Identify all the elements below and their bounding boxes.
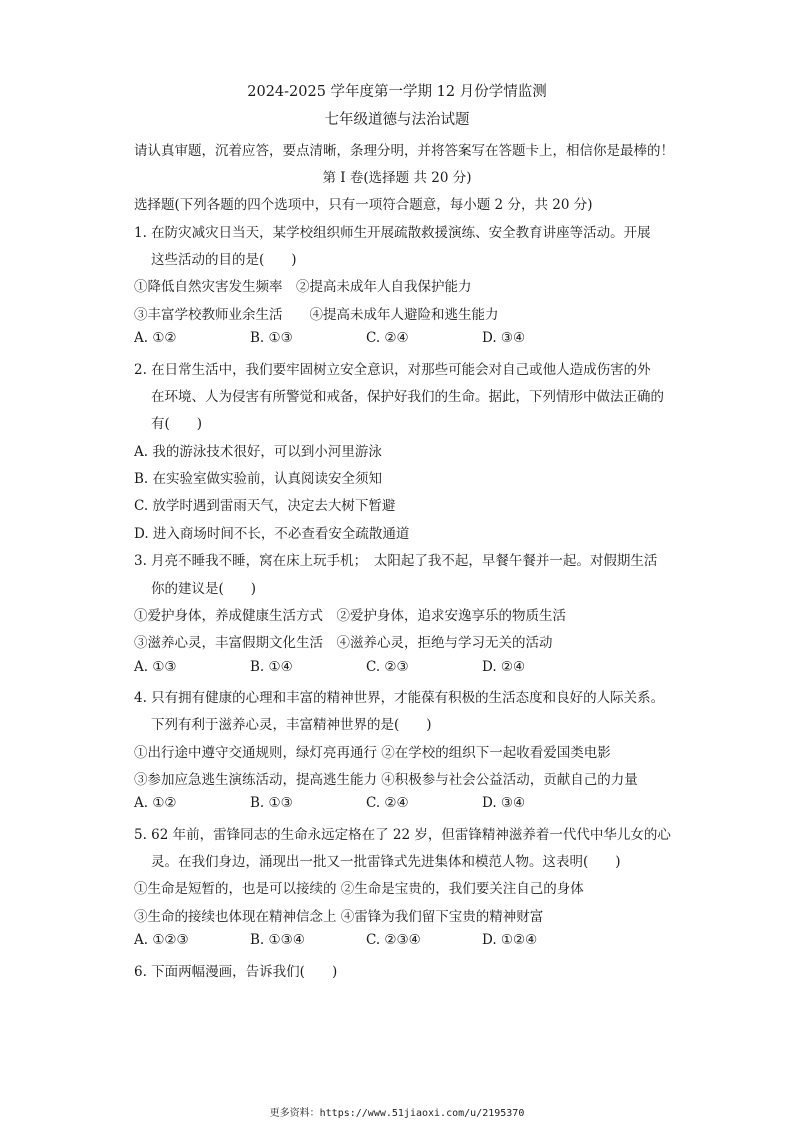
option-b: B. ①④ <box>250 659 293 675</box>
question-2-stem-line-1: 2. 在日常生活中，我们要牢固树立安全意识，对那些可能会对自己或他人造成伤害的外 <box>134 362 651 378</box>
question-4-options <box>134 795 598 811</box>
section-heading: 第 I 卷(选择题 共 20 分) <box>322 170 472 186</box>
option-d: D. ③④ <box>482 795 526 811</box>
question-2-stem-line-2: 在环境、人为侵害有所警觉和戒备，保护好我们的生命。据此，下列情形中做法正确的 <box>151 389 664 405</box>
option-a: A. ①② <box>134 795 177 811</box>
question-3-stem-line-1: 3. 月亮不睡我不睡，窝在床上玩手机； 太阳起了我不起，早餐午餐并一起。对假期生活 <box>134 553 658 569</box>
option-c: C. ②④ <box>366 330 409 346</box>
question-5-stem-line-2: 灵。在我们身边，涌现出一批又一批雷锋式先进集体和模范人物。这表明( ) <box>151 854 621 870</box>
exam-subtitle: 七年级道德与法治试题 <box>324 112 470 128</box>
option-a: A. ①② <box>134 330 177 346</box>
question-1-item-1: ①降低自然灾害发生频率 ②提高未成年人自我保护能力 <box>134 279 472 295</box>
question-3-options <box>134 659 598 675</box>
question-2-option-d: D. 进入商场时间不长，不必查看安全疏散通道 <box>134 526 410 542</box>
option-a: A. ①③ <box>134 659 177 675</box>
question-4-item-1: ①出行途中遵守交通规则，绿灯亮再通行 ②在学校的组织下一起收看爱国类电影 <box>134 745 611 761</box>
question-1-item-2: ③丰富学校教师业余生活 ④提高未成年人避险和逃生能力 <box>134 307 499 323</box>
question-5-options <box>134 932 598 948</box>
question-6-stem: 6. 下面两幅漫画，告诉我们( ) <box>134 964 338 980</box>
option-c: C. ②④ <box>366 795 409 811</box>
option-d: D. ②④ <box>482 659 526 675</box>
question-4-stem-line-1: 4. 只有拥有健康的心理和丰富的精神世界，才能葆有积极的生活态度和良好的人际关系。 <box>134 690 665 706</box>
instruction: 请认真审题，沉着应答，要点清晰，条理分明，并将答案写在答题卡上，相信你是最棒的！ <box>134 143 674 159</box>
question-2-stem-line-3: 有( ) <box>151 416 203 432</box>
option-b: B. ①③ <box>250 330 293 346</box>
question-2-option-b: B. 在实验室做实验前，认真阅读安全须知 <box>134 471 383 487</box>
question-3-item-2: ③滋养心灵，丰富假期文化生活 ④滋养心灵，拒绝与学习无关的活动 <box>134 635 553 651</box>
question-2-option-c: C. 放学时遇到雷雨天气，决定去大树下暂避 <box>134 498 396 514</box>
footer-link[interactable]: 更多资料：https://www.51jiaoxi.com/u/2195370 <box>269 1108 525 1119</box>
section-description: 选择题(下列各题的四个选项中，只有一项符合题意，每小题 2 分，共 20 分) <box>134 197 593 213</box>
option-d: D. ①②④ <box>482 932 538 948</box>
question-1-options <box>134 330 598 346</box>
question-3-stem-line-2: 你的建议是( ) <box>151 581 257 597</box>
question-2-option-a: A. 我的游泳技术很好，可以到小河里游泳 <box>134 444 382 460</box>
exam-title: 2024-2025 学年度第一学期 12 月份学情监测 <box>247 84 547 100</box>
question-5-item-1: ①生命是短暂的，也是可以接续的 ②生命是宝贵的，我们要关注自己的身体 <box>134 881 584 897</box>
question-4-item-2: ③参加应急逃生演练活动，提高逃生能力 ④积极参与社会公益活动，贡献自己的力量 <box>134 772 638 788</box>
question-5-stem-line-1: 5. 62 年前，雷锋同志的生命永远定格在了 22 岁，但雷锋精神滋养着一代代中华儿女的心 <box>134 827 671 843</box>
question-4-stem-line-2: 下列有利于滋养心灵，丰富精神世界的是( ) <box>151 717 432 733</box>
option-b: B. ①③④ <box>250 932 305 948</box>
question-1-stem-line-1: 1. 在防灾减灾日当天，某学校组织师生开展疏散救援演练、安全教育讲座等活动。开展 <box>134 225 651 241</box>
option-b: B. ①③ <box>250 795 293 811</box>
option-d: D. ③④ <box>482 330 526 346</box>
option-a: A. ①②③ <box>134 932 189 948</box>
question-1-stem-line-2: 这些活动的目的是( ) <box>151 252 297 268</box>
option-c: C. ②③ <box>366 659 409 675</box>
option-c: C. ②③④ <box>366 932 421 948</box>
question-3-item-1: ①爱护身体，养成健康生活方式 ②爱护身体，追求安逸享乐的物质生活 <box>134 608 566 624</box>
question-5-item-2: ③生命的接续也体现在精神信念上 ④雷锋为我们留下宝贵的精神财富 <box>134 909 544 925</box>
